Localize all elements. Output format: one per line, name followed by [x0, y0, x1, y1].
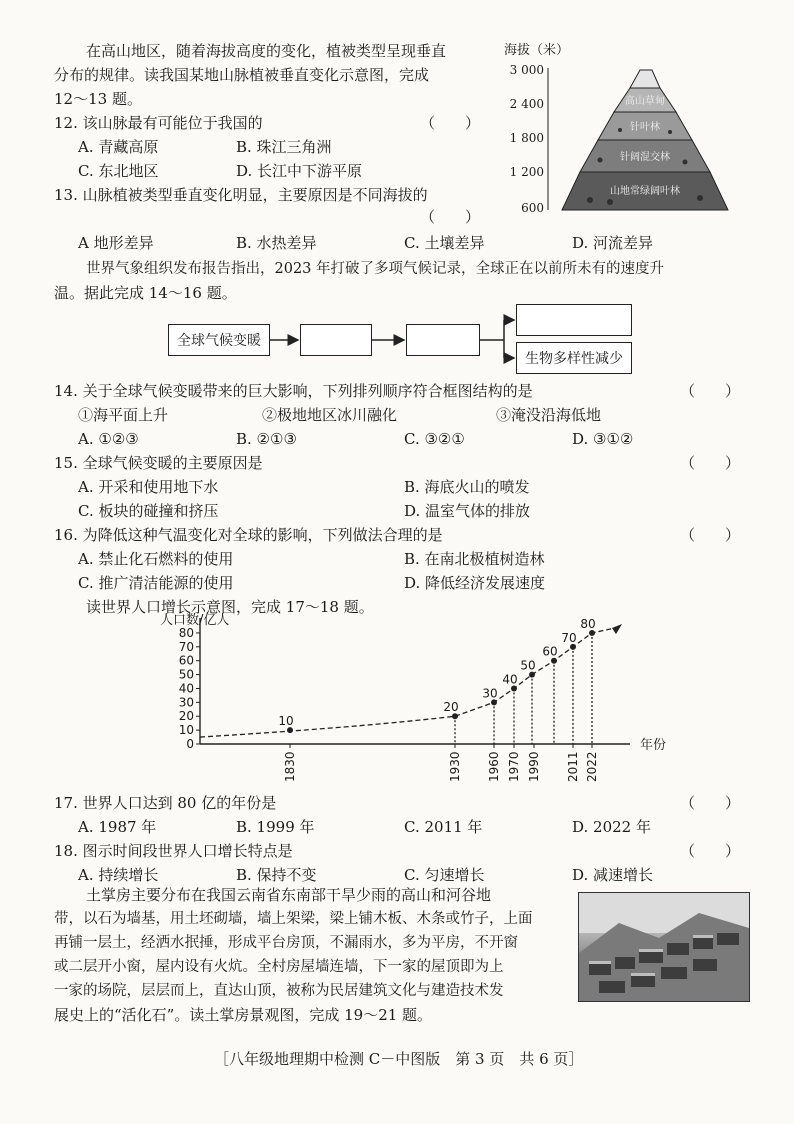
x-tick-label: 1990 — [527, 751, 541, 782]
x-tick-label: 1830 — [283, 751, 297, 782]
vegetation-zone-label: 高山草甸 — [625, 96, 665, 107]
altitude-tick-label: 3 000 — [509, 63, 544, 77]
q14-option-a[interactable]: A. ①②③ — [78, 430, 139, 448]
altitude-axis-title: 海拔（米） — [504, 43, 570, 58]
data-label: 30 — [482, 686, 498, 701]
page-footer: ［八年级地理期中检测 C－中图版 第 3 页 共 6 页］ — [214, 1050, 584, 1068]
curve-arrow — [612, 624, 622, 634]
x-tick-label: 2022 — [585, 751, 599, 782]
q18-option-d[interactable]: D. 减速增长 — [572, 866, 654, 884]
intro-19-21-line3: 再铺一层土，经洒水抿捶，形成平台房顶，不漏雨水，多为平房，不开窗 — [54, 935, 518, 951]
q17-answer-paren[interactable]: （ ） — [680, 794, 741, 812]
q13-option-a[interactable]: A 地形差异 — [78, 234, 154, 252]
altitude-tick-label: 1 800 — [509, 131, 544, 145]
data-label: 60 — [542, 644, 558, 659]
q15-option-c[interactable]: C. 板块的碰撞和挤压 — [78, 502, 219, 520]
y-tick-label: 70 — [178, 639, 194, 654]
intro-14-16-line2: 温。据此完成 14～16 题。 — [54, 284, 237, 302]
q18-option-c[interactable]: C. 匀速增长 — [404, 866, 485, 884]
q14-item-1: ①海平面上升 — [78, 406, 169, 424]
q13-option-c[interactable]: C. 土壤差异 — [404, 234, 485, 252]
q12-option-d[interactable]: D. 长江中下游平原 — [236, 162, 363, 180]
q14-item-3: ③淹没沿海低地 — [496, 406, 602, 424]
y-tick-label: 20 — [178, 709, 194, 724]
q13-option-d[interactable]: D. 河流差异 — [572, 234, 654, 252]
q14-option-b[interactable]: B. ②①③ — [236, 430, 297, 448]
intro-19-21-line2: 带，以石为墙基，用土坯砌墙，墙上架梁，梁上铺木板、木条或竹子，上面 — [54, 911, 533, 927]
population-chart-svg — [160, 612, 680, 802]
y-tick-label: 0 — [186, 737, 194, 751]
intro-19-21-line5: 一家的场院，层层而上，直达山顶，被称为民居建筑文化与建造技术发 — [54, 983, 504, 999]
zone-snow — [630, 70, 660, 88]
q13-stem: 13. 山脉植被类型垂直变化明显，主要原因是不同海拔的 — [54, 186, 428, 204]
q18-option-b[interactable]: B. 保持不变 — [236, 866, 317, 884]
x-axis-title: 年份 — [640, 738, 667, 753]
q15-answer-paren[interactable]: （ ） — [680, 454, 741, 472]
q16-option-d[interactable]: D. 降低经济发展速度 — [404, 574, 546, 592]
q17-stem: 17. 世界人口达到 80 亿的年份是 — [54, 794, 277, 812]
y-tick-label: 50 — [178, 667, 194, 682]
altitude-tick-label: 600 — [521, 201, 544, 215]
intro-12-13-line2: 分布的规律。读我国某地山脉植被垂直变化示意图，完成 — [54, 66, 430, 84]
y-axis-title: 人口数/亿人 — [160, 613, 230, 628]
data-label: 70 — [561, 630, 577, 645]
altitude-tick-label: 2 400 — [509, 97, 544, 111]
q15-option-b[interactable]: B. 海底火山的喷发 — [404, 478, 530, 496]
x-tick-label: 2011 — [566, 751, 580, 782]
q16-answer-paren[interactable]: （ ） — [680, 526, 741, 544]
y-tick-label: 60 — [178, 653, 194, 668]
q18-stem: 18. 图示时间段世界人口增长特点是 — [54, 842, 293, 860]
flow-box-blank-1[interactable] — [300, 324, 372, 356]
x-tick-label: 1970 — [507, 751, 521, 782]
vegetation-zone-label: 针阔混交林 — [620, 152, 670, 163]
q18-option-a[interactable]: A. 持续增长 — [78, 866, 159, 884]
q12-option-a[interactable]: A. 青藏高原 — [78, 138, 159, 156]
q12-option-c[interactable]: C. 东北地区 — [78, 162, 159, 180]
q17-option-c[interactable]: C. 2011 年 — [404, 818, 483, 836]
q17-option-a[interactable]: A. 1987 年 — [78, 818, 157, 836]
data-label: 10 — [278, 714, 294, 729]
flow-box-blank-3[interactable] — [516, 304, 632, 336]
x-tick-label: 1960 — [487, 751, 501, 782]
q17-option-b[interactable]: B. 1999 年 — [236, 818, 315, 836]
intro-19-21-line4: 或二层开小窗，屋内设有火炕。全村房屋墙连墙，下一家的屋顶即为上 — [54, 959, 504, 975]
intro-19-21-line6: 展史上的“活化石”。读土掌房景观图，完成 19～21 题。 — [54, 1006, 433, 1024]
q14-item-2: ②极地地区冰川融化 — [262, 406, 398, 424]
q16-option-b[interactable]: B. 在南北极植树造林 — [404, 550, 545, 568]
climate-flowchart — [160, 300, 640, 380]
flow-box-blank-2[interactable] — [406, 324, 480, 356]
y-tick-label: 10 — [178, 723, 194, 738]
intro-12-13-line1: 在高山地区，随着海拔高度的变化，植被类型呈现垂直 — [86, 42, 447, 60]
q18-answer-paren[interactable]: （ ） — [680, 842, 741, 860]
q12-stem: 12. 该山脉最有可能位于我国的 — [54, 114, 263, 132]
vegetation-zone-label: 针叶林 — [630, 122, 660, 133]
q13-answer-paren[interactable]: （ ） — [420, 208, 481, 226]
data-label: 40 — [502, 672, 518, 687]
q12-answer-paren[interactable]: （ ） — [420, 114, 481, 132]
q17-option-d[interactable]: D. 2022 年 — [572, 818, 651, 836]
intro-19-21-line1: 土掌房主要分布在我国云南省东南部干旱少雨的高山和河谷地 — [86, 886, 492, 904]
intro-17-18: 读世界人口增长示意图，完成 17～18 题。 — [86, 598, 374, 616]
mountain-vegetation-diagram — [500, 40, 740, 225]
q14-option-d[interactable]: D. ③①② — [572, 430, 634, 448]
data-label: 50 — [520, 658, 536, 673]
y-tick-label: 30 — [178, 695, 194, 710]
q15-stem: 15. 全球气候变暖的主要原因是 — [54, 454, 263, 472]
vegetation-zone-label: 山地常绿阔叶林 — [610, 186, 680, 197]
altitude-tick-label: 1 200 — [509, 165, 544, 179]
q16-stem: 16. 为降低这种气温变化对全球的影响，下列做法合理的是 — [54, 526, 443, 544]
tuzhangfang-photo-drawing — [579, 893, 749, 1001]
y-tick-label: 40 — [178, 681, 194, 696]
flow-box-start: 全球气候变暖 — [168, 324, 270, 356]
q13-option-b[interactable]: B. 水热差异 — [236, 234, 317, 252]
intro-12-13-line3: 12～13 题。 — [54, 90, 142, 108]
q14-stem: 14. 关于全球气候变暖带来的巨大影响，下列排列顺序符合框图结构的是 — [54, 382, 533, 400]
q14-option-c[interactable]: C. ③②① — [404, 430, 465, 448]
q12-option-b[interactable]: B. 珠江三角洲 — [236, 138, 332, 156]
q16-option-a[interactable]: A. 禁止化石燃料的使用 — [78, 550, 234, 568]
flow-box-end: 生物多样性减少 — [516, 342, 632, 374]
x-tick-label: 1930 — [448, 751, 462, 782]
y-tick-label: 80 — [178, 625, 194, 640]
data-label: 80 — [580, 616, 596, 631]
data-label: 20 — [443, 700, 459, 715]
tuzhangfang-photo — [578, 892, 750, 1002]
intro-14-16-line1: 世界气象组织发布报告指出，2023 年打破了多项气候记录，全球正在以前所未有的速度升 — [86, 261, 665, 277]
q14-answer-paren[interactable]: （ ） — [680, 382, 741, 400]
q15-option-a[interactable]: A. 开采和使用地下水 — [78, 478, 219, 496]
q16-option-c[interactable]: C. 推广清洁能源的使用 — [78, 574, 234, 592]
population-chart — [160, 612, 680, 802]
q15-option-d[interactable]: D. 温室气体的排放 — [404, 502, 531, 520]
